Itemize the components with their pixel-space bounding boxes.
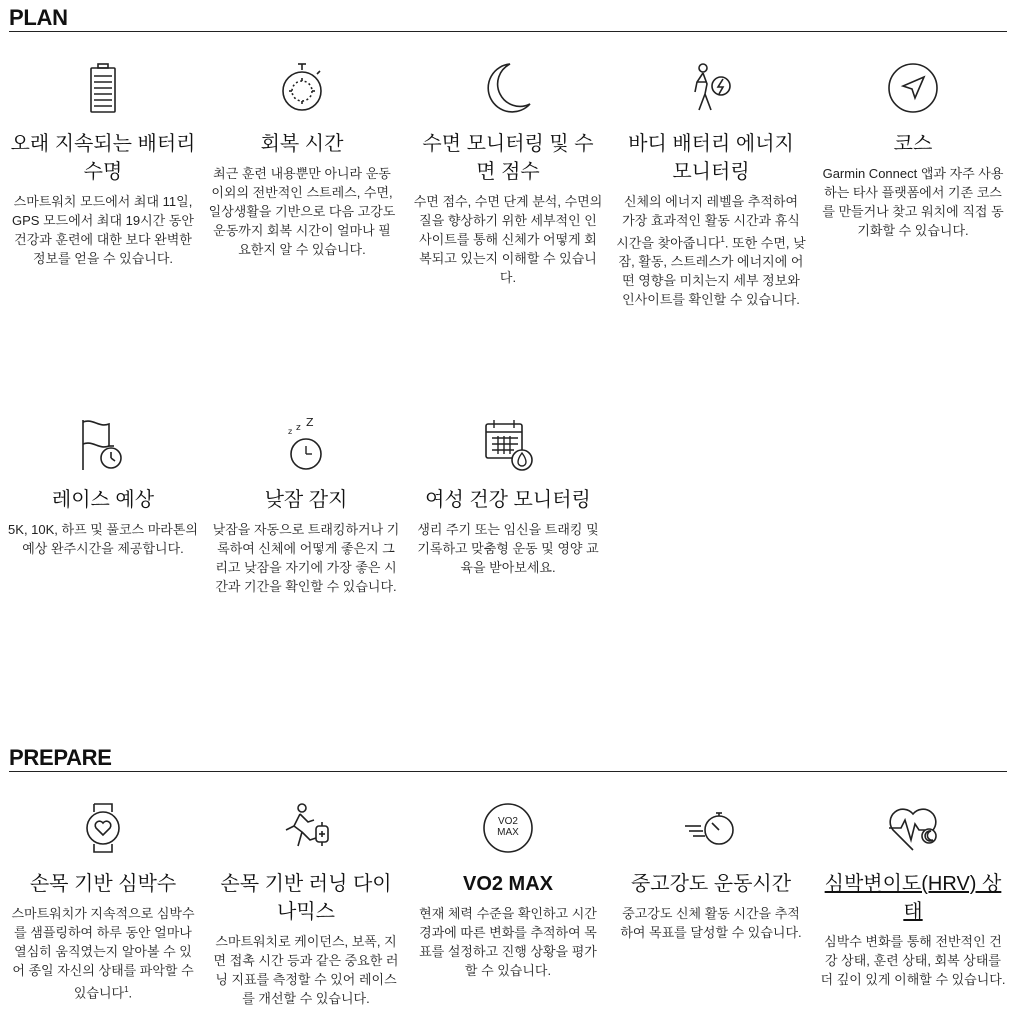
feature-description: 스마트워치로 케이던스, 보폭, 지면 접촉 시간 등과 같은 중요한 러닝 지표를 측정할 수 있어 레이스를 개선할 수 있습니다. — [213, 934, 399, 1006]
navigation-icon — [885, 60, 941, 116]
feature-womens-health — [413, 416, 603, 577]
desc-main: 신체의 에너지 레벨을 추적하여 가장 효과적인 활동 시간과 휴식 시간을 찾아줍니다 — [616, 194, 800, 251]
feature-title: 중고강도 운동시간 — [630, 873, 792, 895]
feature-recovery-time — [207, 60, 397, 259]
race-flag-icon — [75, 416, 131, 472]
feature-body-battery — [616, 60, 806, 309]
feature-battery — [8, 60, 198, 268]
feature-title: 수면 모니터링 및 수면 점수 — [422, 133, 594, 183]
feature-title: 회복 시간 — [260, 133, 344, 155]
desc-rest: . 또한 수면, 낮잠, 활동, 스트레스가 에너지에 어떤 영향을 미치는지 세부 정보와 인사이트를 확인할 수 있습니다. — [618, 235, 806, 308]
feature-title: 낮잠 감지 — [264, 489, 348, 511]
footnote-marker: 1 — [720, 235, 725, 244]
feature-description: 현재 체력 수준을 확인하고 시간 경과에 따른 변화를 추적하여 목표를 설정하고 진행 상황을 평가할 수 있습니다. — [419, 906, 597, 978]
feature-description: Garmin Connect 앱과 자주 사용하는 타사 플랫폼에서 기존 코스를 만들거나 찾고 워치에 직접 동기화할 수 있습니다. — [822, 166, 1004, 238]
battery-icon — [75, 60, 131, 116]
recovery-timer-icon — [274, 60, 330, 116]
feature-race-predictor — [8, 416, 198, 558]
nap-icon — [278, 416, 334, 472]
section-divider-prepare — [9, 771, 1007, 772]
calendar-drop-icon — [480, 416, 536, 472]
moon-icon — [480, 60, 536, 116]
feature-description: 수면 점수, 수면 단계 분석, 수면의 질을 향상하기 위한 세부적인 인사이트를 통해 신체가 어떻게 회복되고 있는지 이해할 수 있습니다. — [413, 194, 603, 285]
feature-running-dynamics — [211, 800, 401, 1008]
feature-description — [616, 192, 806, 309]
runner-watch-icon — [278, 800, 334, 856]
section-title-prepare: PREPARE — [9, 745, 112, 770]
heart-hrv-icon — [885, 800, 941, 856]
feature-title: 레이스 예상 — [51, 489, 155, 511]
feature-sleep — [413, 60, 603, 287]
feature-title-link[interactable]: 심박변이도(HRV) 상태 — [824, 873, 1002, 923]
feature-title: VO2 MAX — [462, 873, 554, 895]
stopwatch-speed-icon — [683, 800, 739, 856]
feature-description: 낮잠을 자동으로 트래킹하거나 기록하여 신체에 어떻게 좋은지 그리고 낮잠을 자기에 가장 좋은 시간과 기간을 확인할 수 있습니다. — [212, 522, 400, 594]
feature-description — [8, 904, 198, 1002]
feature-title: 손목 기반 심박수 — [29, 873, 177, 895]
svg-text:Z: Z — [306, 416, 314, 429]
feature-nap-detection — [211, 416, 401, 596]
feature-description: 생리 주기 또는 임신을 트래킹 및 기록하고 맞춤형 운동 및 영양 교육을 받아보세요. — [417, 522, 599, 575]
section-title-plan: PLAN — [9, 5, 68, 30]
feature-description: 심박수 변화를 통해 전반적인 건강 상태, 훈련 상태, 회복 상태를 더 깊이 있게 이해할 수 있습니다. — [820, 934, 1006, 987]
feature-title: 코스 — [893, 133, 933, 155]
feature-description: 스마트워치 모드에서 최대 11일, GPS 모드에서 최대 19시간 동안 건강과 훈련에 대한 보다 완벽한 정보를 얻을 수 있습니다. — [12, 194, 194, 266]
section-divider-plan — [9, 31, 1007, 32]
feature-description: 최근 훈련 내용뿐만 아니라 운동 이외의 전반적인 스트레스, 수면, 일상생활을 기반으로 다음 고강도 운동까지 회복 시간이 얼마나 필요한지 알 수 있습니다. — [208, 166, 396, 257]
desc-rest: . — [128, 985, 133, 1001]
watch-heart-icon — [75, 800, 131, 856]
svg-text:z: z — [296, 423, 301, 433]
feature-title: 여성 건강 모니터링 — [425, 489, 591, 511]
feature-wrist-heart-rate — [8, 800, 198, 1002]
feature-description: 5K, 10K, 하프 및 풀코스 마라톤의 예상 완주시간을 제공합니다. — [8, 522, 198, 556]
feature-title: 오래 지속되는 배터리 수명 — [10, 133, 196, 183]
desc-main: 스마트워치가 지속적으로 심박수를 샘플링하여 하루 동안 얼마나 열심히 움직였는지 알아볼 수 있어 종일 자신의 상태를 파악할 수 있습니다 — [11, 906, 195, 1001]
vo2max-icon-label: VO2 MAX — [497, 816, 519, 838]
feature-courses — [818, 60, 1008, 240]
feature-vo2max — [413, 800, 603, 980]
svg-text:z: z — [288, 427, 293, 436]
footnote-marker: 1 — [124, 985, 129, 994]
feature-hrv-status[interactable] — [818, 800, 1008, 989]
body-battery-icon — [683, 60, 739, 116]
feature-title: 손목 기반 러닝 다이나믹스 — [220, 873, 392, 923]
feature-description: 중고강도 신체 활동 시간을 추적하여 목표를 달성할 수 있습니다. — [620, 906, 802, 940]
feature-intensity-minutes — [616, 800, 806, 942]
feature-title: 바디 배터리 에너지 모니터링 — [628, 133, 794, 183]
